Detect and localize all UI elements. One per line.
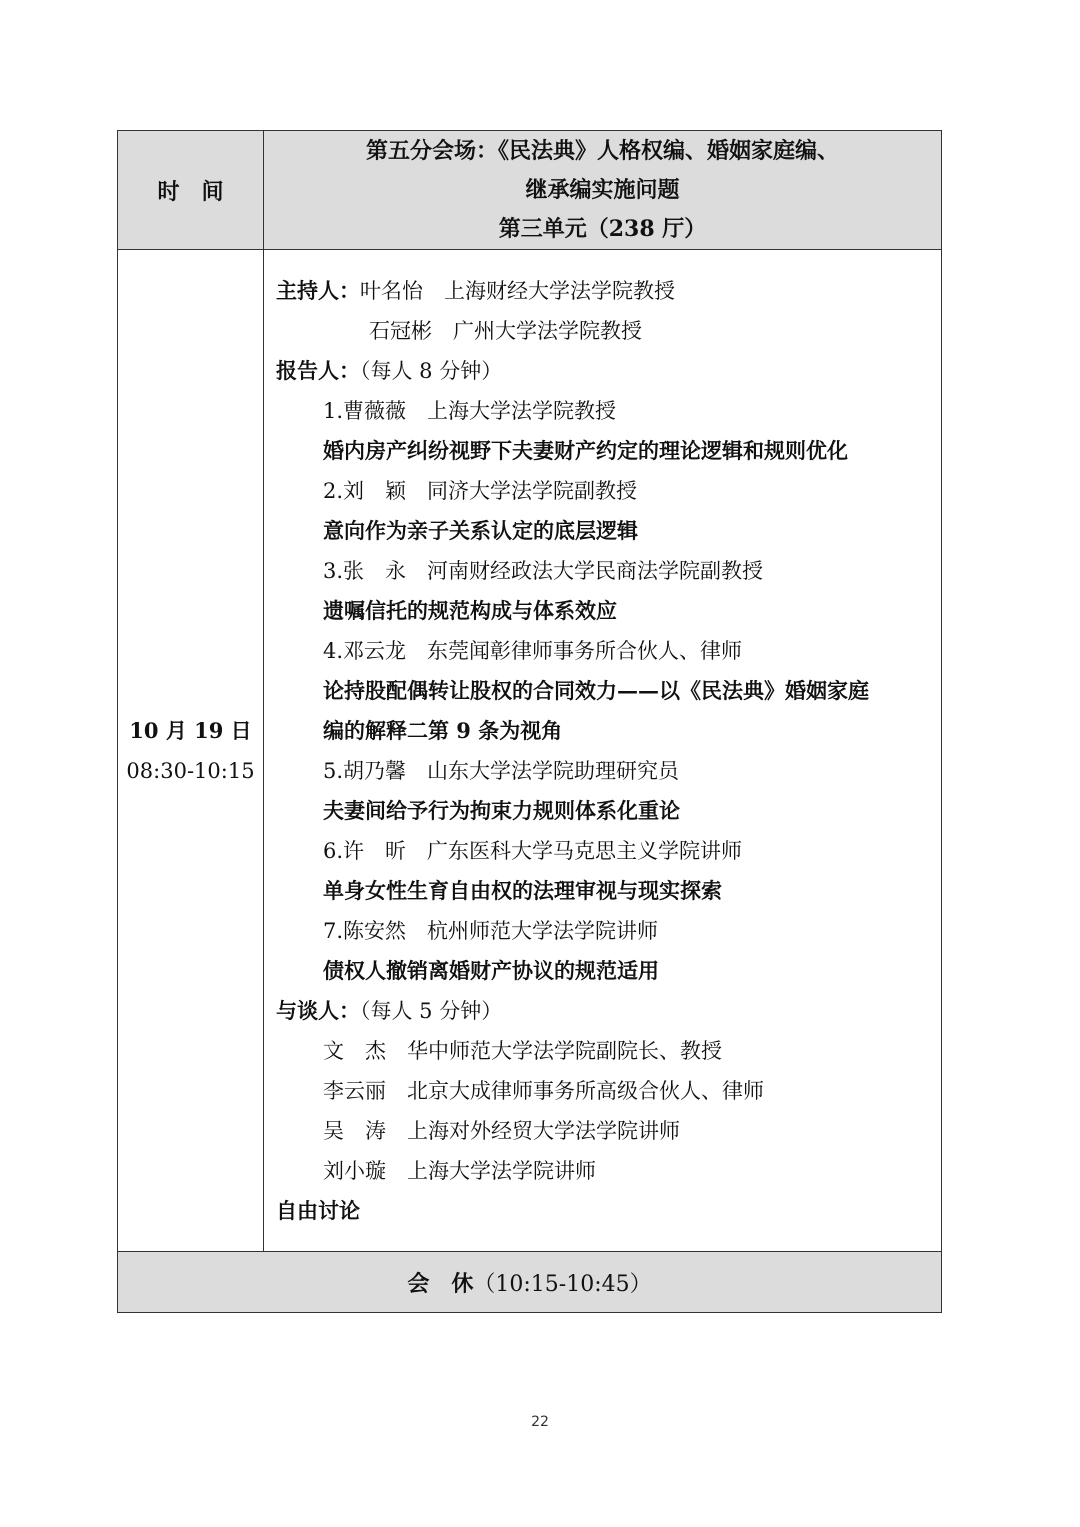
host-name: 叶名怡	[360, 279, 423, 303]
report-title: 单身女性生育自由权的法理审视与现实探索	[323, 878, 722, 903]
session-content	[264, 250, 942, 1252]
speaker-name: 3.张 永	[323, 559, 407, 583]
discussant-label: 与谈人：	[276, 998, 360, 1023]
report-speaker	[276, 751, 941, 791]
speaker-name: 2.刘 颖	[323, 479, 407, 503]
session-title-line3: 第三单元（238 厅）	[498, 215, 707, 242]
speaker-affiliation: 河南财经政法大学民商法学院副教授	[427, 559, 764, 583]
break-cell	[118, 1252, 942, 1313]
report-speaker	[276, 911, 941, 951]
free-discussion: 自由讨论	[276, 1198, 360, 1223]
reporter-heading	[276, 351, 941, 391]
break-time: （10:15-10:45）	[473, 1271, 652, 1297]
report-title: 夫妻间给予行为拘束力规则体系化重论	[323, 798, 680, 823]
report-speaker	[276, 471, 941, 511]
discussant-affiliation: 上海大学法学院讲师	[407, 1159, 596, 1183]
report-speaker	[276, 551, 941, 591]
host-affiliation: 上海财经大学法学院教授	[444, 279, 675, 303]
discussant-item	[276, 1071, 941, 1111]
report-speaker	[276, 391, 941, 431]
report-speaker	[276, 831, 941, 871]
report-title: 债权人撤销离婚财产协议的规范适用	[323, 958, 659, 983]
discussant-affiliation: 上海对外经贸大学法学院讲师	[407, 1119, 680, 1143]
speaker-affiliation: 同济大学法学院副教授	[427, 479, 638, 503]
discussant-heading	[276, 991, 941, 1031]
session-row	[118, 250, 942, 1252]
report-title: 意向作为亲子关系认定的底层逻辑	[323, 518, 638, 543]
discussant-note: （每人 5 分钟）	[360, 999, 503, 1023]
reporter-label: 报告人：	[276, 358, 360, 383]
session-time: 08:30-10:15	[126, 758, 255, 783]
time-header: 时 间	[118, 131, 264, 250]
host-name: 石冠彬	[369, 319, 432, 343]
host-label: 主持人：	[276, 278, 360, 303]
discussant-name: 吴 涛	[323, 1119, 386, 1143]
page-number: 22	[531, 1414, 549, 1430]
host-line-1	[276, 271, 941, 311]
discussant-affiliation: 华中师范大学法学院副院长、教授	[407, 1039, 722, 1063]
discussant-affiliation: 北京大成律师事务所高级合伙人、律师	[407, 1079, 764, 1103]
speaker-affiliation: 杭州师范大学法学院讲师	[427, 919, 659, 943]
schedule-table	[117, 130, 942, 1313]
session-title-line1: 第五分会场：《民法典》人格权编、婚姻家庭编、	[365, 137, 839, 164]
break-label: 会 休	[407, 1270, 474, 1297]
session-time-cell	[118, 250, 264, 1252]
discussant-item	[276, 1151, 941, 1191]
host-affiliation: 广州大学法学院教授	[453, 319, 642, 343]
discussant-item	[276, 1111, 941, 1151]
report-title: 遗嘱信托的规范构成与体系效应	[323, 598, 617, 623]
speaker-affiliation: 上海大学法学院教授	[427, 399, 617, 423]
speaker-affiliation: 山东大学法学院助理研究员	[427, 759, 680, 783]
session-title-line2: 继承编实施问题	[525, 176, 680, 203]
report-title-cont: 编的解释二第 9 条为视角	[323, 718, 563, 743]
speaker-name: 5.胡乃馨	[323, 759, 407, 783]
speaker-name: 4.邓云龙	[323, 639, 407, 663]
discussant-item	[276, 1031, 941, 1071]
session-title	[264, 131, 942, 250]
speaker-name: 6.许 昕	[323, 839, 407, 863]
discussant-name: 文 杰	[323, 1039, 386, 1063]
report-title: 论持股配偶转让股权的合同效力——以《民法典》婚姻家庭	[323, 678, 869, 703]
speaker-name: 7.陈安然	[323, 919, 407, 943]
session-date: 10 月 19 日	[129, 717, 252, 743]
discussant-name: 刘小璇	[323, 1159, 386, 1183]
report-title: 婚内房产纠纷视野下夫妻财产约定的理论逻辑和规则优化	[323, 438, 848, 463]
speaker-affiliation: 广东医科大学马克思主义学院讲师	[427, 839, 743, 863]
speaker-affiliation: 东莞闻彰律师事务所合伙人、律师	[427, 639, 743, 663]
reporter-note: （每人 8 分钟）	[360, 359, 503, 383]
host-line-2	[276, 311, 941, 351]
discussant-name: 李云丽	[323, 1079, 386, 1103]
speaker-name: 1.曹薇薇	[323, 399, 407, 423]
report-speaker	[276, 631, 941, 671]
header-row	[118, 131, 942, 250]
break-row	[118, 1252, 942, 1313]
